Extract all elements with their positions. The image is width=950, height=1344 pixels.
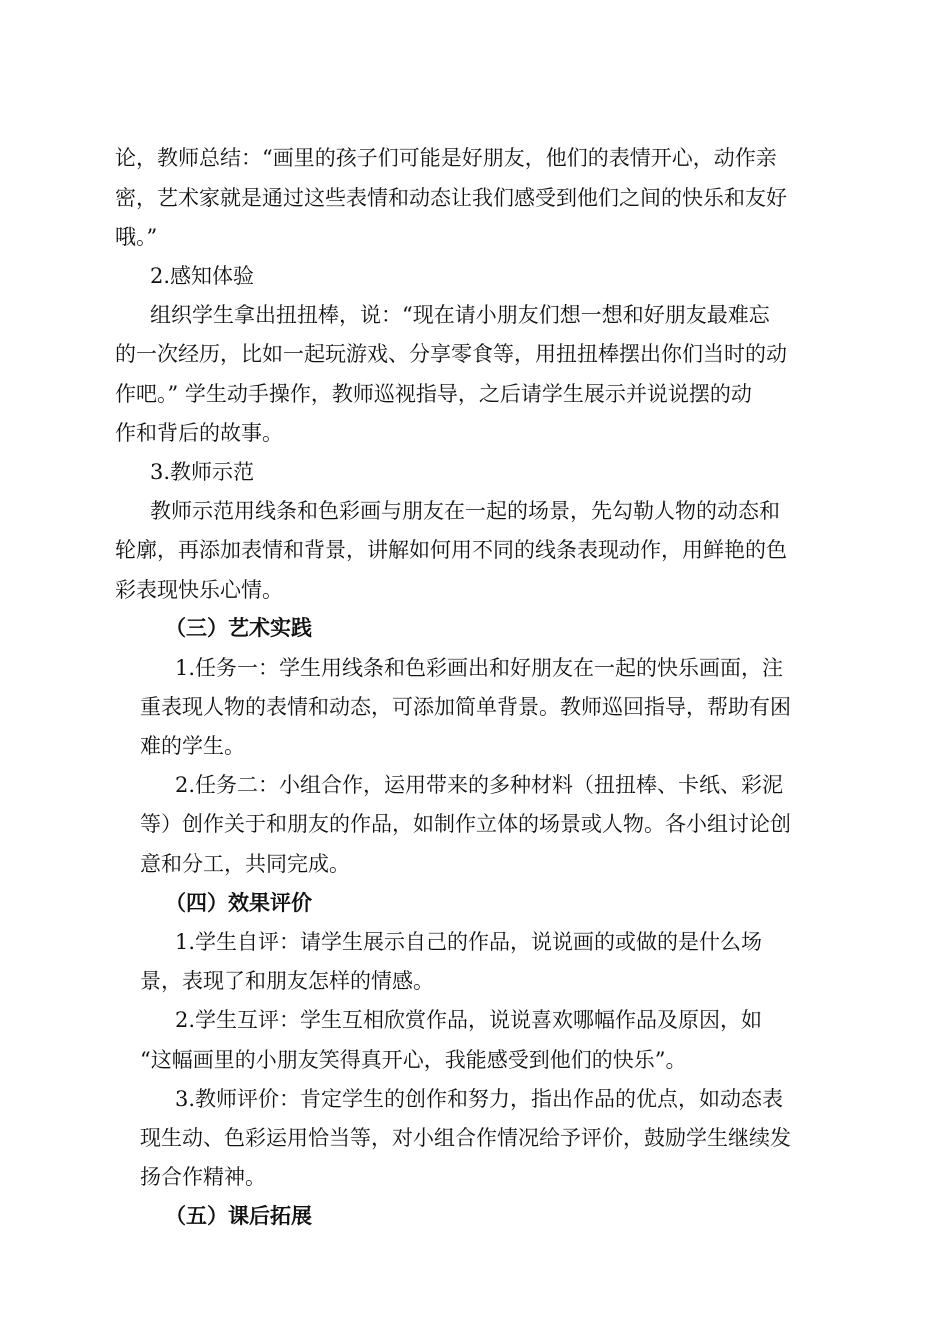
paragraph-line: “这幅画里的小朋友笑得真开心，我能感受到他们的快乐”。 [140,1048,687,1072]
paragraph-line: 教师示范用线条和色彩画与朋友在一起的场景，先勾勒人物的动态和 [150,499,780,523]
paragraph-line: 2.学生互评：学生互相欣赏作品，说说喜欢哪幅作品及原因，如 [175,1008,763,1032]
section-heading-extension: （五）课后拓展 [165,1203,312,1228]
paragraph-line: 1.学生自评：请学生展示自己的作品，说说画的或做的是什么场 [175,930,763,954]
section-heading-evaluation: （四）效果评价 [165,890,312,915]
paragraph-line: 2.任务二：小组合作，运用带来的多种材料（扭扭棒、卡纸、彩泥 [175,773,784,797]
paragraph-line: 难的学生。 [140,734,245,758]
subsection-title: 2.感知体验 [150,264,255,288]
paragraph-line: 组织学生拿出扭扭棒，说：“现在请小朋友们想一想和好朋友最难忘 [150,303,770,327]
paragraph-line: 作吧。” 学生动手操作，教师巡视指导，之后请学生展示并说说摆的动 [115,382,752,406]
paragraph-line: 密，艺术家就是通过这些表情和动态让我们感受到他们之间的快乐和友好 [115,186,787,210]
paragraph-line: 等）创作关于和朋友的作品，如制作立体的场景或人物。各小组讨论创 [140,812,791,836]
paragraph-line: 的一次经历，比如一起玩游戏、分享零食等，用扭扭棒摆出你们当时的动 [115,342,787,366]
paragraph-line: 重表现人物的表情和动态，可添加简单背景。教师巡回指导，帮助有困 [140,695,791,719]
paragraph-line: 意和分工，共同完成。 [140,852,350,876]
paragraph-line: 轮廓，再添加表情和背景，讲解如何用不同的线条表现动作，用鲜艳的色 [115,538,787,562]
paragraph-line: 现生动、色彩运用恰当等，对小组合作情况给予评价，鼓励学生继续发 [140,1126,791,1150]
paragraph-line: 扬合作精神。 [140,1165,266,1189]
paragraph-line: 景，表现了和朋友怎样的情感。 [140,969,434,993]
paragraph-line: 3.教师评价：肯定学生的创作和努力，指出作品的优点，如动态表 [175,1087,784,1111]
paragraph-line: 哦。” [115,225,158,249]
paragraph-line: 彩表现快乐心情。 [115,578,283,602]
paragraph-line: 1.任务一：学生用线条和色彩画出和好朋友在一起的快乐画面，注 [175,656,784,680]
paragraph-line: 作和背后的故事。 [115,421,283,445]
subsection-title: 3.教师示范 [150,460,255,484]
section-heading-art-practice: （三）艺术实践 [165,615,312,640]
paragraph-line: 论，教师总结：“画里的孩子们可能是好朋友，他们的表情开心，动作亲 [115,146,777,170]
